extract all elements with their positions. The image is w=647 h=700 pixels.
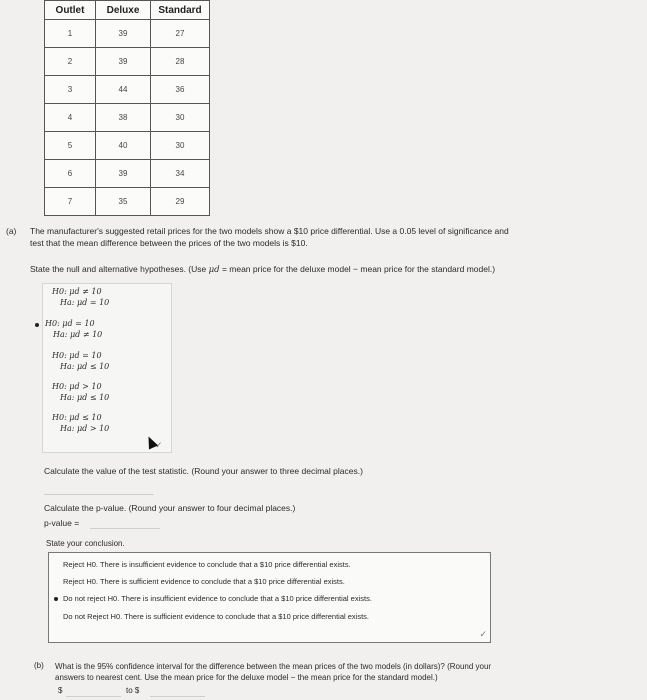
radio-selected-icon[interactable] — [54, 597, 58, 601]
conclusion-prompt: State your conclusion. — [46, 539, 125, 548]
hypotheses-prompt — [30, 264, 642, 276]
table-row — [45, 104, 210, 132]
table-cell: 3 — [45, 76, 96, 104]
test-statistic-input[interactable] — [44, 494, 154, 495]
table-cell: 35 — [96, 188, 151, 216]
col-header-standard: Standard — [151, 1, 210, 20]
radio-selected-icon[interactable] — [35, 323, 39, 327]
check-icon: ✓ — [479, 629, 487, 639]
conclusion-radio-group — [48, 552, 491, 643]
table-cell: 1 — [45, 20, 96, 48]
hypothesis-option-1[interactable] — [52, 286, 132, 308]
hypotheses-prompt-pre: State the null and alternative hypotheses. (Use — [30, 264, 209, 274]
ci-to-label: to $ — [126, 686, 140, 695]
table-cell: 40 — [96, 132, 151, 160]
p-value-prompt: Calculate the p-value. (Round your answer to four decimal places.) — [44, 503, 296, 513]
option-h0: H0: μd > 10 — [52, 382, 102, 391]
table-cell: 38 — [96, 104, 151, 132]
table-cell: 29 — [151, 188, 210, 216]
part-b-question-line2: answers to nearest cent. Use the mean price for the deluxe model − the mean price for the standard model.) — [55, 673, 438, 682]
option-h0: H0: μd = 10 — [52, 351, 102, 360]
check-icon: ✓ — [155, 440, 163, 450]
option-ha: Ha: μd = 10 — [60, 298, 110, 307]
col-header-deluxe: Deluxe — [96, 1, 151, 20]
table-row — [45, 48, 210, 76]
mu-d-symbol: μd — [208, 265, 220, 275]
table-cell: 36 — [151, 76, 210, 104]
conclusion-option-3[interactable]: Do not reject H0. There is insufficient evidence to conclude that a $10 price differential exists. — [63, 594, 372, 603]
table-row — [45, 76, 210, 104]
table-cell: 28 — [151, 48, 210, 76]
ci-lower-input[interactable] — [66, 696, 121, 697]
table-row — [45, 188, 210, 216]
ci-lower-dollar: $ — [58, 686, 63, 695]
table-cell: 39 — [96, 160, 151, 188]
table-cell: 30 — [151, 104, 210, 132]
table-cell: 6 — [45, 160, 96, 188]
table-cell: 39 — [96, 48, 151, 76]
part-b-label: (b) — [34, 661, 44, 670]
table-cell: 30 — [151, 132, 210, 160]
table-cell: 5 — [45, 132, 96, 160]
price-table — [44, 0, 210, 216]
hypothesis-option-5[interactable] — [52, 412, 132, 434]
table-cell: 7 — [45, 188, 96, 216]
part-a-question-line2: test that the mean difference between the prices of the two models is $10. — [30, 238, 308, 248]
conclusion-option-1[interactable]: Reject H0. There is insufficient evidence to conclude that a $10 price differential exists. — [63, 560, 351, 569]
p-value-label: p-value = — [44, 518, 80, 528]
col-header-outlet: Outlet — [45, 1, 96, 20]
table-cell: 4 — [45, 104, 96, 132]
part-a-question-line1: The manufacturer's suggested retail prices for the two models show a $10 price differential. Use a 0.05 level of significance and — [30, 226, 509, 236]
table-cell: 39 — [96, 20, 151, 48]
table-cell: 34 — [151, 160, 210, 188]
conclusion-option-4[interactable]: Do not Reject H0. There is sufficient evidence to conclude that a $10 price differential exists. — [63, 612, 370, 621]
hypothesis-option-4[interactable] — [52, 381, 132, 403]
option-ha: Ha: μd ≤ 10 — [60, 393, 110, 402]
table-cell: 2 — [45, 48, 96, 76]
table-row — [45, 160, 210, 188]
option-ha: Ha: μd > 10 — [60, 424, 110, 433]
part-a-label: (a) — [6, 226, 17, 236]
table-cell: 44 — [96, 76, 151, 104]
option-h0: H0: μd ≤ 10 — [52, 413, 102, 422]
ci-upper-input[interactable] — [150, 696, 205, 697]
option-ha: Ha: μd ≠ 10 — [53, 330, 103, 339]
test-statistic-prompt: Calculate the value of the test statistic. (Round your answer to three decimal places.) — [44, 466, 363, 476]
hypothesis-option-2[interactable] — [45, 318, 125, 340]
option-ha: Ha: μd ≤ 10 — [60, 362, 110, 371]
p-value-input[interactable] — [90, 528, 160, 529]
table-cell: 27 — [151, 20, 210, 48]
option-h0: H0: μd ≠ 10 — [52, 287, 102, 296]
hypothesis-option-3[interactable] — [52, 350, 132, 372]
table-row — [45, 132, 210, 160]
option-h0: H0: μd = 10 — [45, 319, 95, 328]
part-b-question-line1: What is the 95% confidence interval for the difference between the mean prices of the two models (in dollars)? (Round your — [55, 662, 492, 671]
conclusion-option-2[interactable]: Reject H0. There is sufficient evidence to conclude that a $10 price differential exists. — [63, 577, 345, 586]
table-row — [45, 20, 210, 48]
hypotheses-prompt-post: = mean price for the deluxe model − mean price for the standard model.) — [219, 264, 496, 274]
